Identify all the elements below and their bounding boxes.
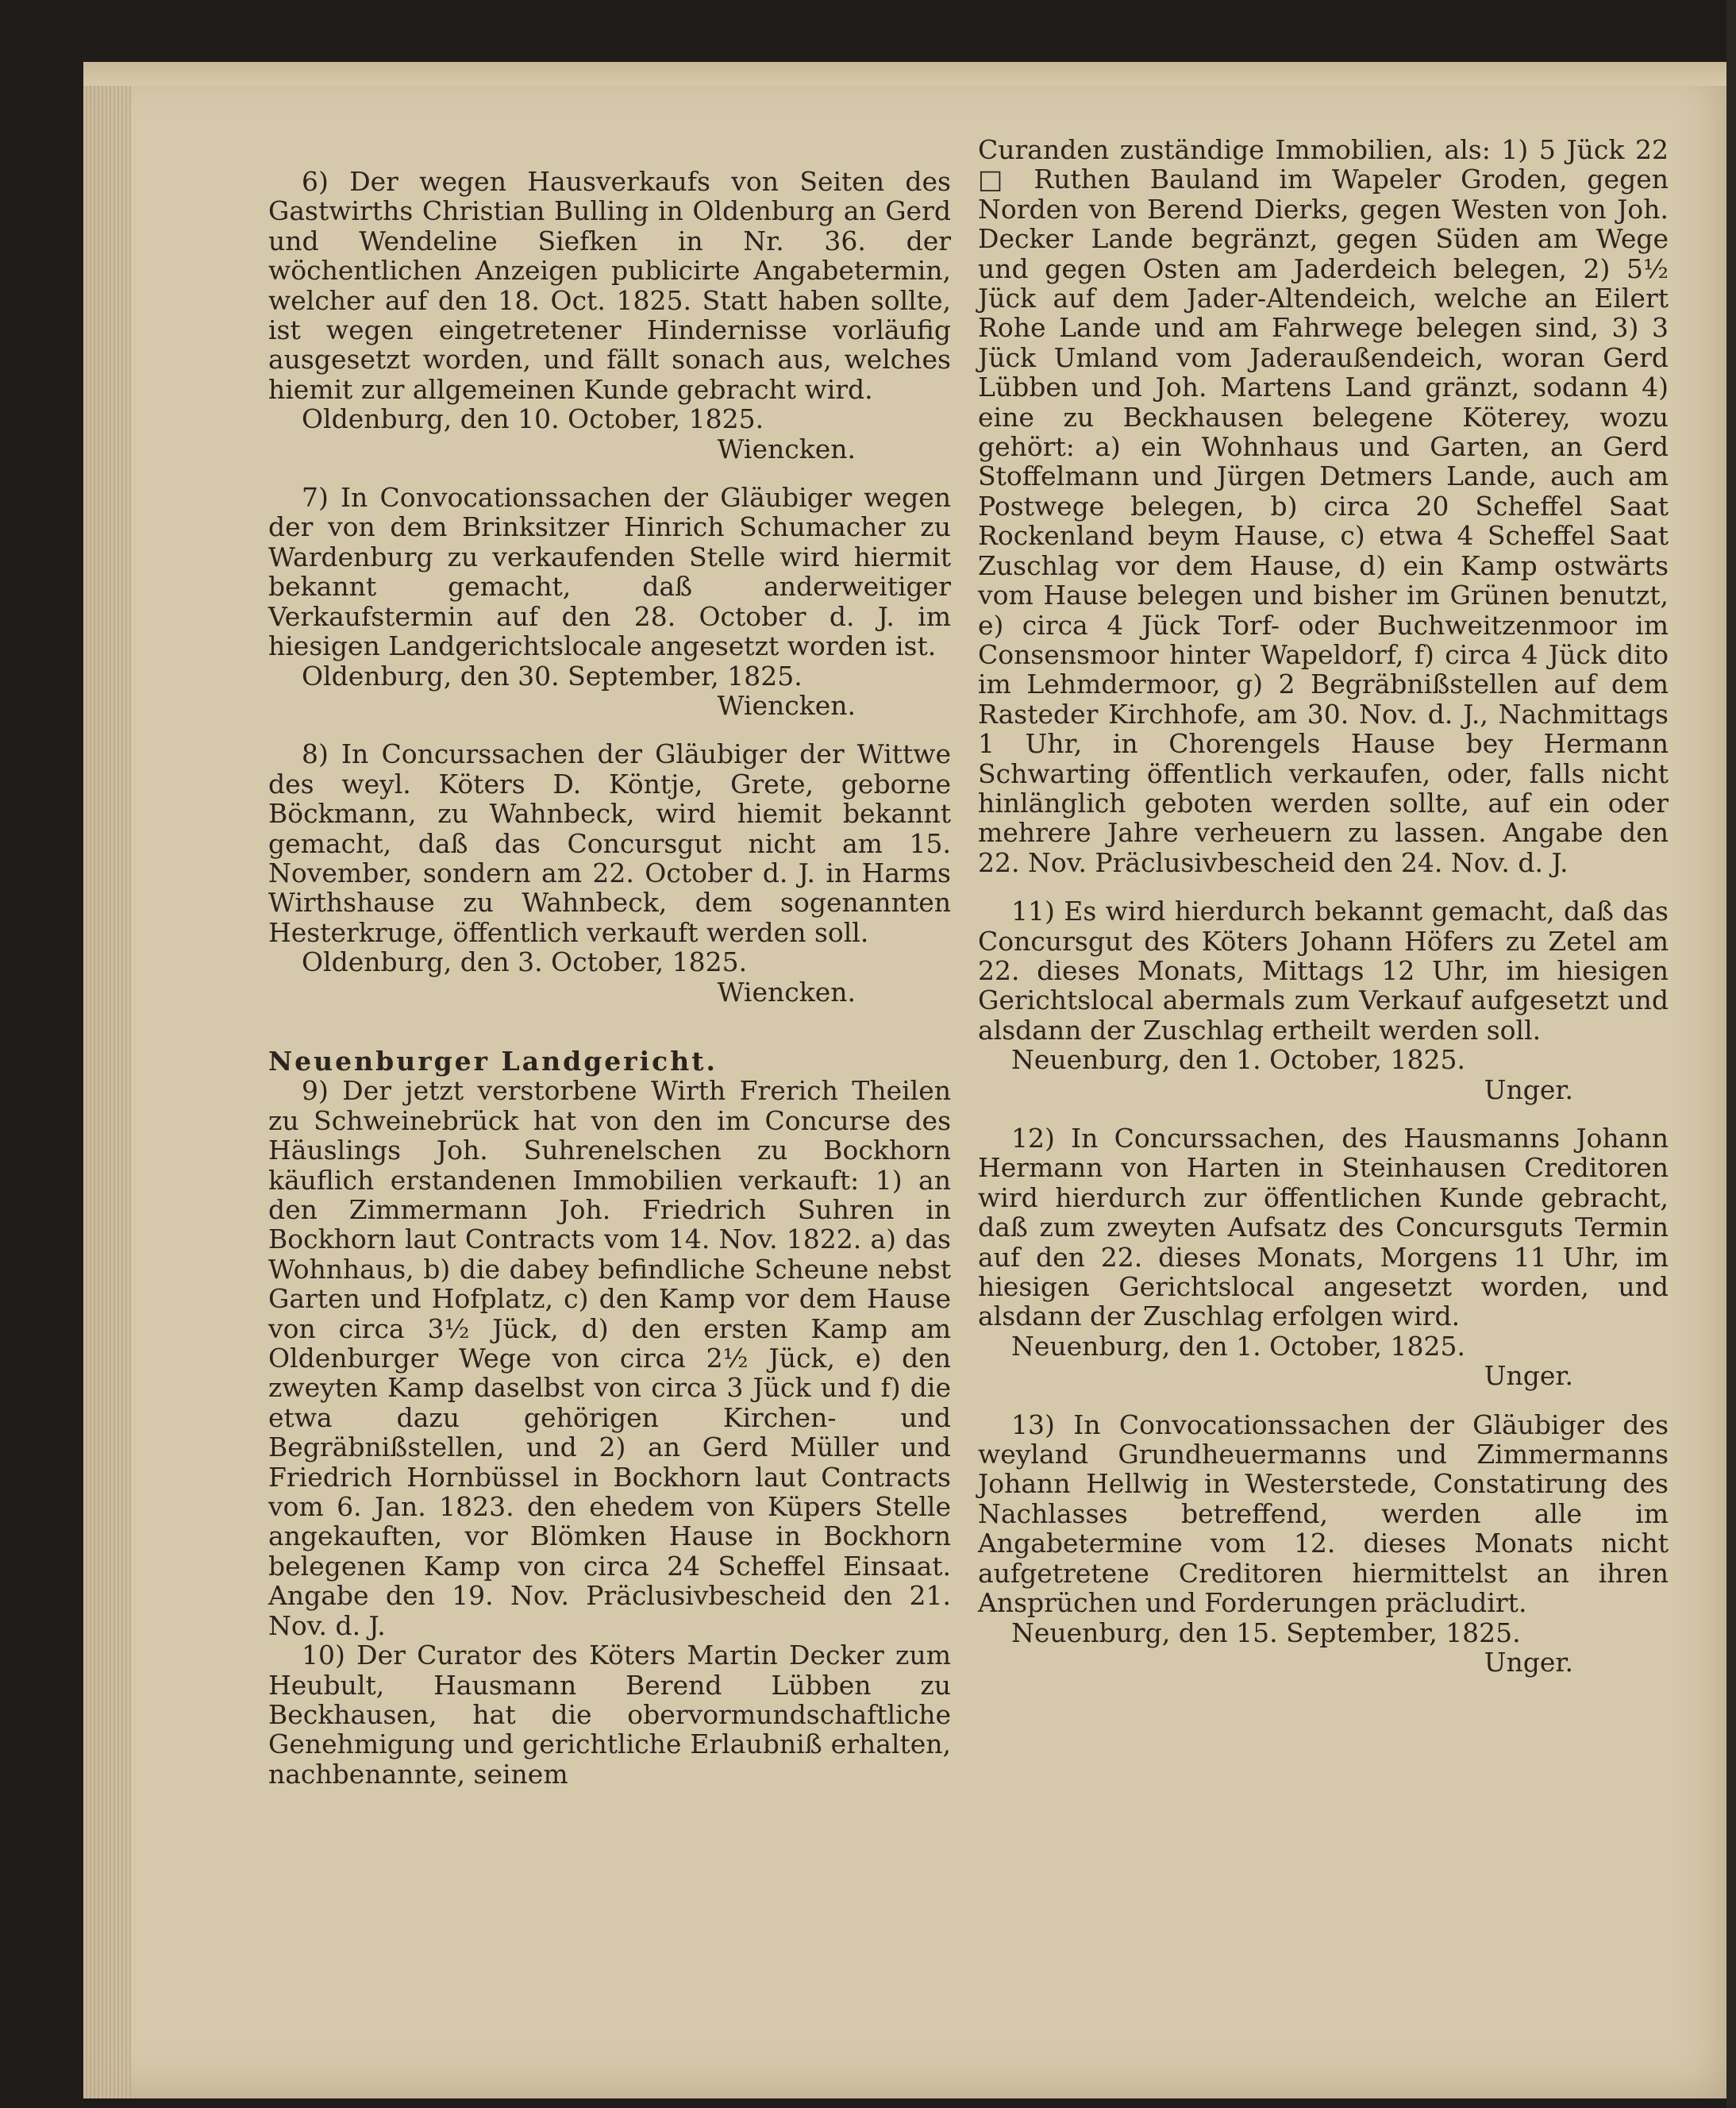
notice-8-signature: Wiencken. (717, 976, 856, 1008)
scan-background-edge (1726, 0, 1736, 2108)
notice-8-text: 8) In Concurssachen der Gläubiger der Wittwe des weyl. Köters D. Köntje, Grete, geborne Böckmann, zu Wahnbeck, wird hiemit bekannt gemacht, daß das Concursgut nicht am 15. November, sondern am 22. October d. J. in Harms Wirthshause zu Wahnbeck, dem sogenannten Hesterkruge, öffentlich verkauft werden soll. (268, 738, 951, 948)
notice-13-date: Neuenburg, den 15. September, 1825. (1011, 1617, 1521, 1648)
right-column (978, 135, 1669, 1677)
notice-12-date: Neuenburg, den 1. October, 1825. (1011, 1330, 1465, 1362)
page-stack-edge (83, 62, 131, 2098)
left-column (268, 167, 951, 1789)
notice-9-text: 9) Der jetzt verstorbene Wirth Frerich Theilen zu Schweinebrück hat von den im Concurse des Häuslings Joh. Suhrenelschen zu Bockhorn käuflich erstandenen Immobilien verkauft: 1) an den Zimmermann Joh. Friedrich Suhren in Bockhorn laut Contracts vom 14. Nov. 1822. a) das Wohnhaus, b) die dabey befindliche Scheune nebst Garten und Hofplatz, c) den Kamp vor dem Hause von circa 3½ Jück, d) den ersten Kamp am Oldenburger Wege von circa 2½ Jück, e) den zweyten Kamp daselbst von circa 3 Jück und f) die etwa dazu gehörigen Kirchen- und Begräbnißstellen, und 2) an Gerd Müller und Friedrich Hornbüssel in Bockhorn laut Contracts vom 6. Jan. 1823. den ehedem von Küpers Stelle angekauften, vor Blömken Hause in Bockhorn belegenen Kamp von circa 24 Scheffel Einsaat. Angabe den 19. Nov. Präclusivbescheid den 21. Nov. d. J. (268, 1075, 951, 1641)
notice-13-text: 13) In Convocationssachen der Gläubiger des weyland Grundheuermanns und Zimmermanns Johann Hellwig in Westerstede, Constatirung des Nachlasses betreffend, werden alle im Angabetermine vom 12. dieses Monats nicht aufgetretene Creditoren hiermittelst an ihren Ansprüchen und Forderungen präcludirt. (978, 1409, 1669, 1619)
notice-6-text: 6) Der wegen Hausverkaufs von Seiten des Gastwirths Christian Bulling in Oldenburg an Gerd und Wendeline Siefken in Nr. 36. der wöchentlichen Anzeigen publicirte Angabetermin, welcher auf den 18. Oct. 1825. Statt haben sollte, ist wegen eingetretener Hindernisse vorläufig ausgesetzt worden, und fällt sonach aus, welches hiemit zur allgemeinen Kunde gebracht wird. (268, 166, 951, 405)
notice-7-date: Oldenburg, den 30. September, 1825. (302, 660, 803, 692)
notice-12-text: 12) In Concurssachen, des Hausmanns Johann Hermann von Harten in Steinhausen Creditoren wird hierdurch zur öffentlichen Kunde gebracht, daß zum zweyten Aufsatz des Concursguts Termin auf den 22. dieses Monats, Morgens 11 Uhr, im hiesigen Gerichtslocal angesetzt worden, und alsdann der Zuschlag erfolgen wird. (978, 1123, 1669, 1332)
notice-6-signature: Wiencken. (717, 433, 856, 464)
section-heading: Neuenburger Landgericht. (268, 1045, 718, 1077)
notice-12-signature: Unger. (1484, 1360, 1573, 1392)
notice-10-continuation: Curanden zuständige Immobilien, als: 1) 5 Jück 22 □ Ruthen Bauland im Wapeler Groden, gegen Norden von Berend Dierks, gegen Westen von Joh. Decker Lande begränzt, gegen Süden am Wege und gegen Osten am Jaderdeich belegen, 2) 5½ Jück auf dem Jader-Altendeich, welche an Eilert Rohe Lande und am Fahrwege belegen sind, 3) 3 Jück Umland vom Jaderaußendeich, woran Gerd Lübben und Joh. Martens Land gränzt, sodann 4) eine zu Beckhausen belegene Köterey, wozu gehört: a) ein Wohnhaus und Garten, an Gerd Stoffelmann und Jürgen Detmers Lande, auch am Postwege belegen, b) circa 20 Scheffel Saat Rockenland beym Hause, c) etwa 4 Scheffel Saat Zuschlag vor dem Hause, d) ein Kamp ostwärts vom Hause belegen und bisher im Grünen benutzt, e) circa 4 Jück Torf- oder Buchweitzenmoor im Consensmoor hinter Wapeldorf, f) circa 4 Jück dito im Lehmdermoor, g) 2 Begräbnißstellen auf dem Rasteder Kirchhofe, am 30. Nov. d. J., Nachmittags 1 Uhr, in Chorengels Hause bey Hermann Schwarting öffentlich verkaufen, oder, falls nicht hinlänglich geboten werden sollte, auf ein oder mehrere Jahre verheuern zu lassen. Angabe den 22. Nov. Präclusivbescheid den 24. Nov. d. J. (978, 134, 1669, 878)
notice-11-text: 11) Es wird hierdurch bekannt gemacht, daß das Concursgut des Köters Johann Höfers zu Zetel am 22. dieses Monats, Mittags 12 Uhr, im hiesigen Gerichtslocal abermals zum Verkauf aufgesetzt und alsdann der Zuschlag ertheilt werden soll. (978, 896, 1669, 1046)
notice-8-date: Oldenburg, den 3. October, 1825. (302, 946, 748, 978)
notice-6-date: Oldenburg, den 10. October, 1825. (302, 403, 764, 435)
page-top-edge (83, 62, 1726, 86)
notice-11-date: Neuenburg, den 1. October, 1825. (1011, 1044, 1465, 1076)
notice-10-text: 10) Der Curator des Köters Martin Decker zum Heubult, Hausmann Berend Lübben zu Beckhausen, hat die obervormundschaftliche Genehmigung und gerichtliche Erlaubniß erhalten, nachbenannte, seinem (268, 1640, 951, 1790)
notice-11-signature: Unger. (1484, 1073, 1573, 1105)
notice-7-signature: Wiencken. (717, 689, 856, 721)
notice-13-signature: Unger. (1484, 1646, 1573, 1678)
notice-7-text: 7) In Convocationssachen der Gläubiger wegen der von dem Brinksitzer Hinrich Schumacher zu Wardenburg zu verkaufenden Stelle wird hiermit bekannt gemacht, daß anderweitiger Verkaufstermin auf den 28. October d. J. im hiesigen Landgerichtslocale angesetzt worden ist. (268, 482, 951, 662)
